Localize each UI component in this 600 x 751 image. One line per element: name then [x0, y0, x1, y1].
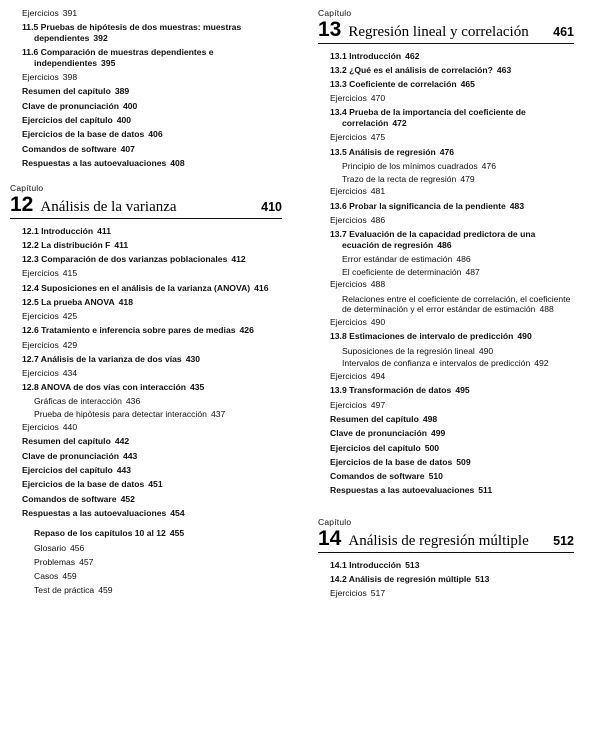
toc-entry-page: 483: [509, 200, 525, 211]
toc-entry-label: 12.1 Introducción: [22, 226, 94, 237]
toc-entry[interactable]: [318, 457, 574, 468]
toc-entry-label: Ejercicios: [22, 311, 59, 322]
toc-entry-label: Comandos de software: [22, 493, 117, 504]
chapter-14-number: 14: [318, 526, 342, 550]
toc-entry-label: 12.3 Comparación de dos varianzas poblacionales: [22, 254, 228, 265]
toc-entry-label: Resumen del capítulo: [22, 86, 111, 97]
toc-entry[interactable]: [10, 368, 282, 379]
toc-entry[interactable]: [10, 129, 282, 140]
toc-entry-label: Ejercicios: [22, 268, 59, 279]
toc-entry-label: Gráficas de interacción: [34, 396, 122, 407]
toc-entry-label: 12.2 La distribución F: [22, 240, 111, 251]
toc-entry-label: 13.8 Estimaciones de intervalo de predicción: [330, 331, 514, 342]
toc-entry-page: 392: [93, 33, 108, 44]
toc-entry-page: 426: [239, 325, 254, 336]
toc-entry-label: Repaso de los capítulos 10 al 12: [34, 528, 166, 539]
toc-entry-label: Clave de pronunciación: [330, 428, 427, 439]
toc-entry[interactable]: [22, 240, 282, 251]
toc-entry[interactable]: [330, 65, 574, 76]
toc-entry-label: Ejercicios del capítulo: [22, 464, 113, 475]
toc-entry-page: 389: [114, 86, 130, 97]
toc-entry-page: 459: [62, 571, 77, 582]
chapter-13-number: 13: [318, 18, 342, 41]
toc-entry-label: Ejercicios del capítulo: [330, 442, 421, 453]
toc-entry-page: 418: [118, 296, 133, 307]
toc-entry-label: 12.7 Análisis de la varianza de dos vías: [22, 353, 182, 364]
chapter-14-heading[interactable]: [318, 528, 574, 553]
toc-entry-label: 12.8 ANOVA de dos vías con interacción: [22, 382, 186, 393]
chapter-14-title: Análisis de regresión múltiple: [348, 532, 529, 549]
toc-entry-page: 395: [101, 57, 116, 68]
toc-entry-page: 510: [428, 471, 443, 482]
toc-entry-label: Ejercicios: [22, 367, 59, 378]
toc-entry[interactable]: [330, 51, 574, 62]
toc-entry-page: 499: [430, 428, 446, 439]
chapter-12-title: Análisis de la varianza: [40, 199, 177, 216]
toc-entry-page: 488: [539, 304, 554, 315]
toc-entry[interactable]: [330, 107, 574, 128]
toc-entry-label: 11.6 Comparación de muestras dependientes e independientes: [22, 47, 214, 68]
toc-entry[interactable]: [318, 428, 574, 439]
toc-entry-label: Problemas: [34, 556, 76, 567]
toc-entry[interactable]: [318, 371, 574, 382]
toc-entry-page: 517: [370, 587, 386, 598]
toc-entry-label: Ejercicios: [330, 132, 367, 143]
toc-entry-page: 492: [534, 358, 549, 369]
review-10-12-entries: [10, 528, 282, 596]
toc-entry[interactable]: [10, 571, 282, 582]
toc-entry[interactable]: [318, 471, 574, 482]
toc-entry-page: 490: [370, 317, 386, 328]
toc-entry[interactable]: [10, 557, 282, 568]
toc-entry[interactable]: [10, 268, 282, 279]
toc-entry-label: Relaciones entre el coeficiente de correlación, el coeficiente de determinación y el error estándar de estimación: [342, 293, 571, 315]
toc-entry-label: Respuestas a las autoevaluaciones: [330, 485, 475, 496]
toc-entry-page: 412: [231, 254, 246, 265]
toc-entry[interactable]: [318, 358, 574, 369]
toc-entry-page: 411: [114, 240, 129, 251]
toc-entry-page: 416: [254, 282, 269, 293]
toc-entry-label: Ejercicios del capítulo: [22, 115, 113, 126]
toc-entry-label: Ejercicios de la base de datos: [22, 479, 145, 490]
toc-entry-page: 434: [62, 367, 78, 378]
toc-entry[interactable]: [10, 543, 282, 554]
toc-left-column: [10, 8, 292, 751]
toc-entry-page: 456: [70, 542, 85, 553]
toc-entry-page: 497: [370, 399, 386, 410]
toc-entry[interactable]: [10, 144, 282, 155]
toc-entry[interactable]: [10, 409, 282, 420]
chapter-13-entries: [318, 51, 574, 496]
toc-entry-page: 408: [170, 158, 185, 169]
spacer: [318, 500, 574, 517]
toc-entry-page: 440: [62, 421, 78, 432]
toc-entry[interactable]: [318, 267, 574, 278]
toc-entry-label: Trazo de la recta de regresión: [342, 173, 457, 184]
chapter-12-entries: [10, 226, 282, 518]
toc-entry-page: 411: [97, 226, 112, 237]
toc-entry-label: Intervalos de confianza e intervalos de predicción: [342, 358, 531, 369]
toc-entry-page: 490: [478, 345, 494, 356]
toc-entry-page: 391: [62, 8, 78, 18]
toc-entry-page: 451: [148, 479, 163, 490]
toc-entry[interactable]: [330, 229, 574, 250]
toc-entry[interactable]: [22, 354, 282, 365]
toc-entry-page: 452: [120, 493, 135, 504]
chapter-12-page: 410: [261, 200, 282, 215]
toc-entry-page: 488: [370, 279, 386, 290]
toc-entry[interactable]: [10, 508, 282, 519]
toc-entry-page: 415: [62, 268, 78, 279]
toc-entry[interactable]: [318, 132, 574, 143]
toc-entry-label: 13.3 Coeficiente de correlación: [330, 79, 457, 89]
toc-entry[interactable]: [10, 8, 282, 19]
toc-entry-page: 500: [424, 442, 440, 453]
toc-entry-label: Respuestas a las autoevaluaciones: [22, 507, 167, 518]
toc-entry-page: 486: [437, 239, 452, 250]
chapter-13-title: Regresión lineal y correlación: [348, 24, 529, 40]
toc-entry-label: 13.9 Transformación de datos: [330, 385, 452, 396]
toc-entry-label: Ejercicios: [330, 214, 367, 225]
toc-entry-page: 487: [465, 266, 480, 277]
toc-entry-label: Clave de pronunciación: [22, 100, 119, 111]
toc-entry[interactable]: [10, 311, 282, 322]
toc-entry-label: 11.5 Pruebas de hipótesis de dos muestras: muestras dependientes: [22, 22, 242, 44]
toc-entry[interactable]: [318, 485, 574, 496]
toc-entry[interactable]: [318, 588, 574, 599]
toc-entry[interactable]: [10, 494, 282, 505]
toc-entry-label: 13.2 ¿Qué es el análisis de correlación?: [330, 64, 493, 75]
toc-entry-page: 435: [189, 382, 205, 393]
spacer: [10, 172, 282, 183]
toc-entry-label: Respuestas a las autoevaluaciones: [22, 158, 167, 169]
toc-entry[interactable]: [10, 465, 282, 476]
toc-entry-label: 12.4 Suposiciones en el análisis de la varianza (ANOVA): [22, 282, 251, 293]
toc-entry-page: 462: [405, 50, 420, 61]
toc-entry[interactable]: [318, 254, 574, 265]
left-pre-entries: [10, 8, 282, 169]
toc-entry[interactable]: [330, 574, 574, 585]
toc-entry-label: 14.2 Análisis de regresión múltiple: [330, 573, 472, 584]
toc-entry[interactable]: [10, 158, 282, 169]
toc-entry-page: 443: [116, 464, 132, 475]
toc-entry-page: 407: [120, 143, 135, 154]
toc-entry[interactable]: [318, 186, 574, 197]
toc-entry[interactable]: [10, 479, 282, 490]
toc-entry-page: 406: [148, 129, 163, 140]
toc-entry[interactable]: [10, 585, 282, 596]
toc-entry[interactable]: [318, 400, 574, 411]
toc-entry-page: 443: [122, 450, 138, 461]
toc-entry-page: 495: [455, 385, 470, 396]
chapter-12-heading[interactable]: [10, 194, 282, 219]
toc-entry[interactable]: [318, 443, 574, 454]
toc-entry-page: 490: [517, 331, 532, 342]
toc-entry-label: Ejercicios: [330, 587, 367, 598]
chapter-13-page: 461: [553, 25, 574, 39]
toc-entry-label: Ejercicios de la base de datos: [22, 129, 145, 140]
toc-entry[interactable]: [10, 436, 282, 447]
toc-entry-page: 481: [370, 186, 386, 197]
toc-entry-page: 454: [170, 507, 185, 518]
toc-entry[interactable]: [22, 325, 282, 336]
toc-entry[interactable]: [22, 254, 282, 265]
toc-entry-label: 13.1 Introducción: [330, 50, 402, 61]
toc-entry[interactable]: [22, 382, 282, 393]
toc-entry[interactable]: [10, 86, 282, 97]
toc-entry[interactable]: [318, 174, 574, 185]
toc-entry-label: Prueba de hipótesis para detectar interacción: [34, 409, 207, 420]
toc-entry[interactable]: [318, 414, 574, 425]
chapter-12-number: 12: [10, 193, 34, 217]
toc-entry-label: 13.4 Prueba de la importancia del coeficiente de correlación: [330, 107, 526, 129]
chapter-13-label: Capítulo: [318, 8, 352, 18]
toc-entry[interactable]: [22, 283, 282, 294]
toc-entry-page: 476: [439, 146, 455, 157]
toc-entry[interactable]: [330, 201, 574, 212]
toc-entry-page: 465: [460, 79, 475, 89]
toc-entry-label: Suposiciones de la regresión lineal: [342, 345, 475, 356]
toc-entry-page: 400: [122, 100, 138, 111]
toc-entry[interactable]: [318, 317, 574, 328]
toc-entry-label: Glosario: [34, 542, 66, 553]
toc-entry-label: Comandos de software: [22, 143, 117, 154]
toc-entry-label: 12.5 La prueba ANOVA: [22, 296, 115, 307]
toc-entry-page: 486: [370, 214, 386, 225]
toc-entry-label: 13.6 Probar la significancia de la pendiente: [330, 200, 506, 211]
toc-entry-label: El coeficiente de determinación: [342, 266, 462, 277]
toc-entry[interactable]: [22, 297, 282, 308]
toc-entry[interactable]: [318, 346, 574, 357]
toc-entry-page: 475: [370, 132, 386, 143]
toc-entry-page: 398: [62, 72, 78, 83]
toc-entry-label: Ejercicios: [330, 371, 367, 382]
toc-entry[interactable]: [318, 93, 574, 104]
toc-entry-label: Comandos de software: [330, 471, 425, 482]
toc-entry-label: 13.5 Análisis de regresión: [330, 146, 436, 157]
chapter-14-label: Capítulo: [318, 516, 352, 527]
toc-entry[interactable]: [10, 422, 282, 433]
toc-entry-label: Casos: [34, 571, 59, 582]
toc-entry[interactable]: [330, 385, 574, 396]
toc-entry-page: 472: [392, 118, 407, 129]
toc-entry-page: 486: [456, 253, 471, 264]
toc-entry-page: 498: [422, 413, 438, 424]
chapter-14-page: 512: [553, 533, 574, 548]
toc-entry-page: 509: [456, 456, 471, 467]
toc-entry-page: 400: [116, 115, 132, 126]
toc-entry[interactable]: [318, 161, 574, 172]
toc-entry-page: 513: [405, 559, 420, 570]
toc-entry-label: Ejercicios: [330, 186, 367, 197]
toc-right-column: [292, 8, 574, 751]
toc-entry-label: Resumen del capítulo: [330, 413, 419, 424]
toc-entry[interactable]: [10, 396, 282, 407]
toc-entry-label: Resumen del capítulo: [22, 436, 111, 447]
toc-entry-page: 430: [185, 353, 201, 364]
toc-entry-label: Ejercicios: [22, 421, 59, 432]
toc-entry-label: Ejercicios: [330, 93, 367, 104]
chapter-14-entries: [318, 560, 574, 599]
toc-entry-label: Test de práctica: [34, 585, 95, 596]
toc-entry-page: 442: [114, 436, 130, 447]
toc-entry-label: Ejercicios: [330, 317, 367, 328]
toc-entry-page: 457: [79, 556, 94, 567]
toc-entry[interactable]: [330, 147, 574, 158]
toc-entry[interactable]: [318, 294, 574, 315]
chapter-12-label: Capítulo: [10, 183, 44, 194]
toc-entry-page: 429: [62, 339, 78, 350]
toc-entry-page: 494: [370, 371, 386, 382]
toc-entry-label: Principio de los mínimos cuadrados: [342, 160, 478, 171]
toc-entry-page: 463: [496, 64, 512, 75]
toc-entry-label: 14.1 Introducción: [330, 559, 402, 570]
toc-entry[interactable]: [10, 115, 282, 126]
toc-entry[interactable]: [22, 47, 282, 68]
toc-entry-label: Ejercicios: [330, 279, 367, 290]
toc-entry-label: 12.6 Tratamiento e inferencia sobre pares de medias: [22, 325, 236, 336]
toc-entry-page: 511: [478, 485, 493, 496]
toc-entry-label: Ejercicios: [22, 8, 59, 18]
toc-entry-label: Clave de pronunciación: [22, 450, 119, 461]
toc-entry[interactable]: [22, 226, 282, 237]
toc-entry-page: 470: [370, 93, 386, 104]
toc-entry[interactable]: [330, 79, 574, 90]
toc-entry-page: 455: [169, 528, 185, 539]
toc-entry-label: Ejercicios: [22, 72, 59, 83]
toc-entry-label: 13.7 Evaluación de la capacidad predictora de una ecuación de regresión: [330, 229, 536, 250]
toc-entry-page: 425: [62, 311, 78, 322]
toc-entry-page: 459: [98, 585, 113, 596]
toc-entry-page: 437: [210, 409, 226, 420]
toc-entry-label: Error estándar de estimación: [342, 253, 453, 264]
toc-entry[interactable]: [10, 340, 282, 351]
toc-entry-label: Ejercicios: [22, 339, 59, 350]
toc-entry-label: Ejercicios de la base de datos: [330, 456, 453, 467]
toc-entry[interactable]: [10, 528, 282, 539]
toc-entry[interactable]: [10, 72, 282, 83]
toc-entry[interactable]: [318, 279, 574, 290]
toc-entry[interactable]: [318, 215, 574, 226]
toc-entry[interactable]: [330, 331, 574, 342]
toc-entry-page: 436: [125, 396, 141, 407]
toc-entry[interactable]: [22, 22, 282, 43]
toc-entry-label: Ejercicios: [330, 399, 367, 410]
toc-entry[interactable]: [10, 451, 282, 462]
toc-entry[interactable]: [10, 101, 282, 112]
toc-entry-page: 476: [481, 160, 496, 171]
toc-entry[interactable]: [330, 560, 574, 571]
chapter-13-heading[interactable]: [318, 19, 574, 44]
toc-entry-page: 513: [475, 573, 490, 584]
toc-entry-page: 479: [460, 173, 475, 184]
